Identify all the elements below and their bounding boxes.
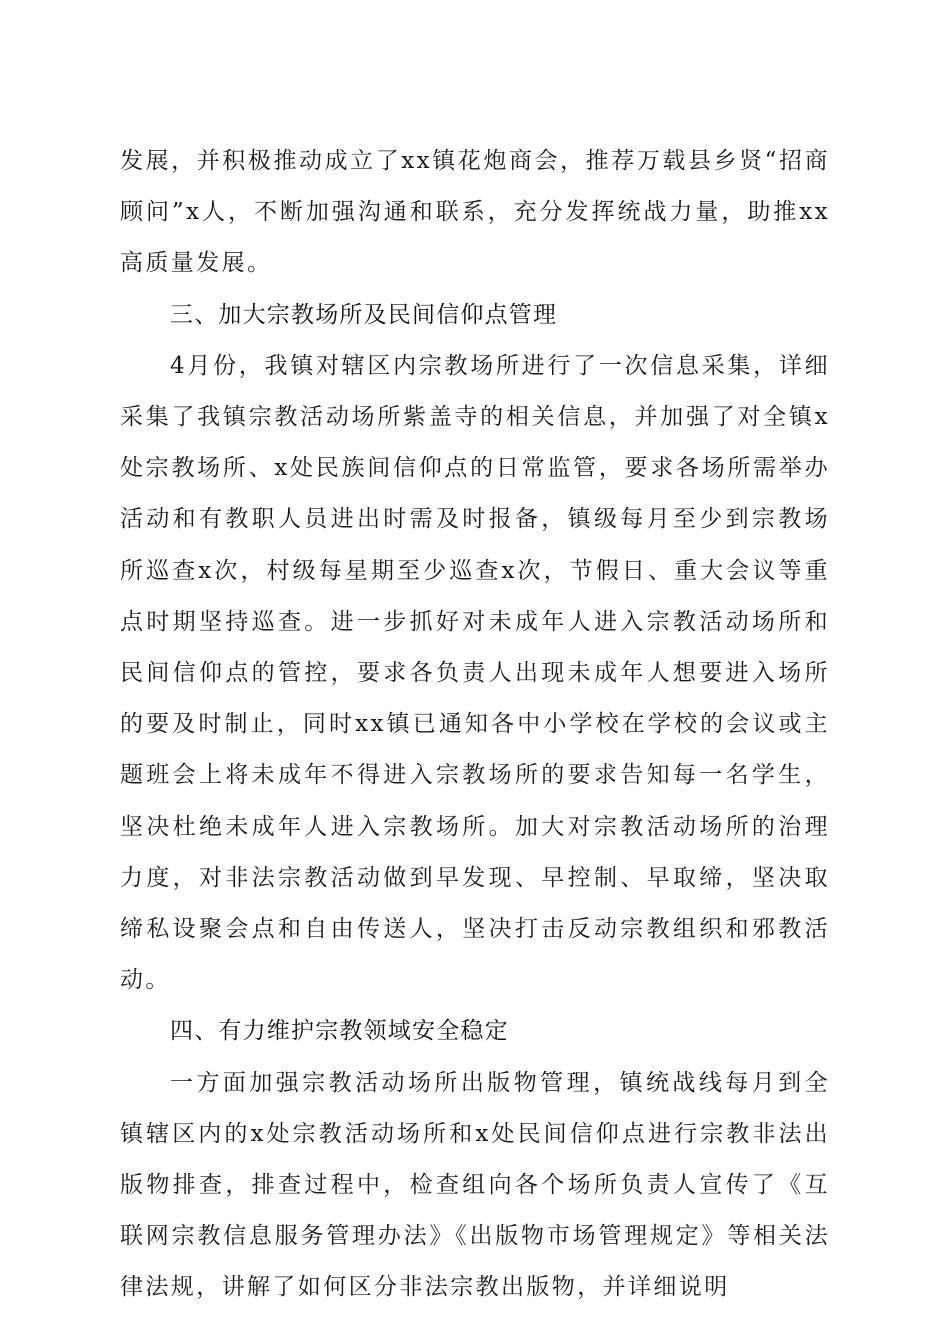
section-heading-3: 三、加大宗教场所及民间信仰点管理 xyxy=(170,301,558,328)
section-heading-4: 四、有力维护宗教领域安全稳定 xyxy=(170,1018,509,1045)
paragraph-publications: 一方面加强宗教活动场所出版物管理，镇统战线每月到全镇辖区内的x处宗教活动场所和x处民间信仰点进行宗教非法出版物排查，排查过程中，检查组向各个场所负责人宣传了《互联网宗教信息服务管理办法》《出版物市场管理规定》等相关法律法规，讲解了如何区分非法宗教出版物，并详细说明 xyxy=(120,1069,830,1301)
paragraph-continuation: 发展，并积极推动成立了xx镇花炮商会，推荐万载县乡贤“招商顾问”x人，不断加强沟通和联系，充分发挥统战力量，助推xx高质量发展。 xyxy=(120,148,830,277)
document-body xyxy=(120,136,830,1314)
paragraph-religious-sites: 4月份，我镇对辖区内宗教场所进行了一次信息采集，详细采集了我镇宗教活动场所紫盖寺的相关信息，并加强了对全镇x处宗教场所、x处民族间信仰点的日常监管，要求各场所需举办活动和有教职人员进出时需及时报备，镇级每月至少到宗教场所巡查x次，村级每星期至少巡查x次，节假日、重大会议等重点时期坚持巡查。进一步抓好对未成年人进入宗教活动场所和民间信仰点的管控，要求各负责人出现未成年人想要进入场所的要及时制止，同时xx镇已通知各中小学校在学校的会议或主题班会上将未成年不得进入宗教场所的要求告知每一名学生，坚决杜绝未成年人进入宗教场所。加大对宗教活动场所的治理力度，对非法宗教活动做到早发现、早控制、早取缔，坚决取缔私设聚会点和自由传送人，坚决打击反动宗教组织和邪教活动。 xyxy=(120,352,830,994)
